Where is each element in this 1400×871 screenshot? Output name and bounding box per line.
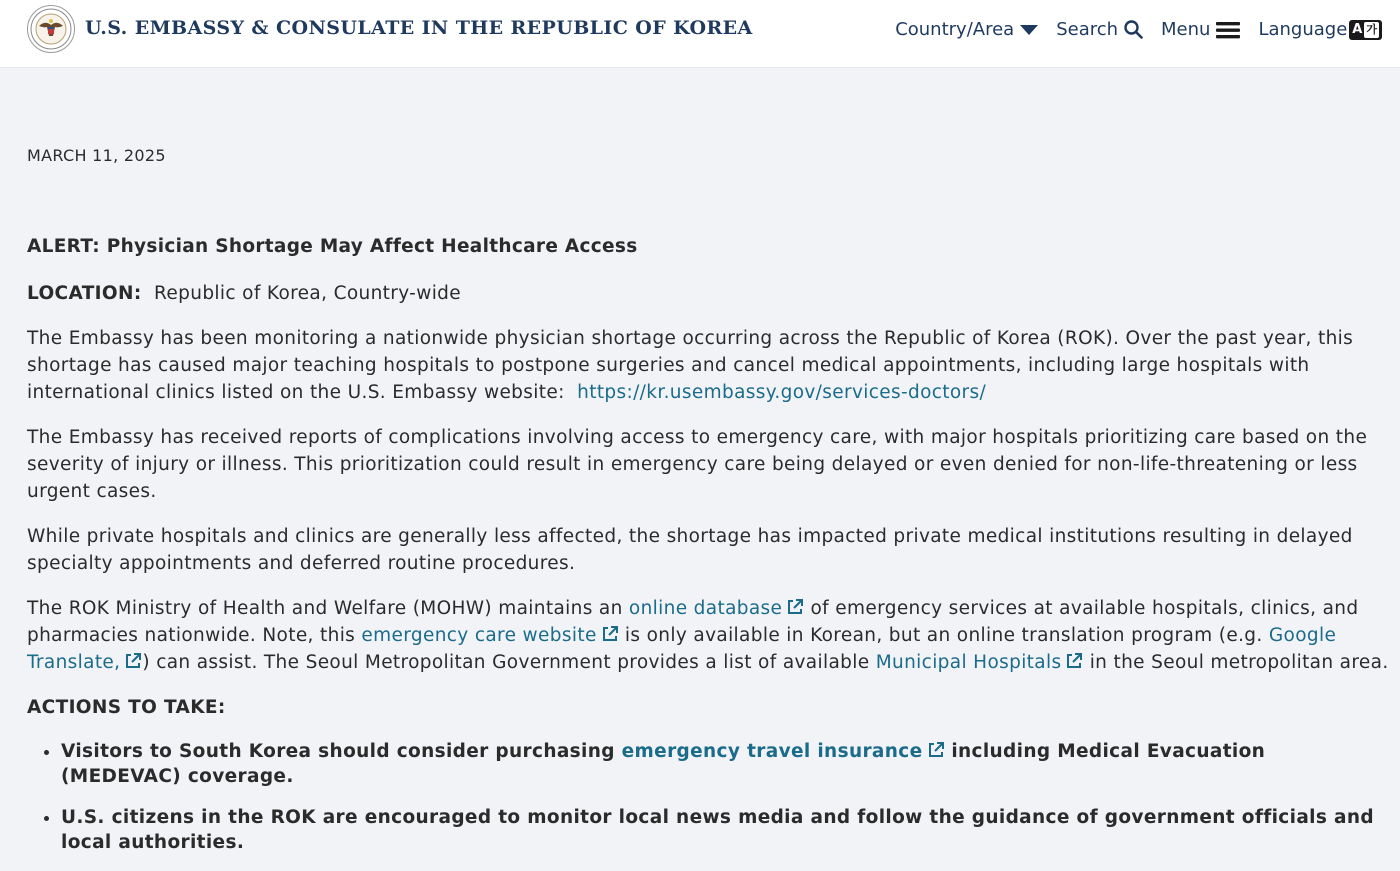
external-link-icon [124, 652, 142, 670]
country-area-label: Country/Area [895, 19, 1015, 40]
google-translate-link-text: Google Translate, [27, 625, 1337, 673]
municipal-hospitals-link[interactable] [876, 652, 1084, 673]
article-title: ALERT: Physician Shortage May Affect Healthcare Access [27, 236, 638, 257]
action-1-text-a: Visitors to South Korea should consider purchasing [61, 741, 615, 762]
caret-down-icon [1020, 24, 1038, 36]
action-item: • U.S. citizens in the ROK are encouraged to monitor local news media and follow the guidance of government officials and local authorities. [61, 805, 1392, 855]
site-header [0, 0, 1400, 68]
external-link-icon [927, 741, 945, 759]
translate-icon-hangul: 가 [1366, 22, 1377, 36]
hamburger-icon [1216, 21, 1240, 39]
emergency-care-website-link-text: emergency care website [361, 625, 597, 646]
services-doctors-link[interactable]: https://kr.usembassy.gov/services-doctors/ [577, 382, 987, 403]
location-label: LOCATION: [27, 283, 142, 304]
language-label: Language [1258, 19, 1348, 40]
online-database-link-text: online database [628, 598, 783, 619]
paragraph-4-text-d: ) can assist. The Seoul Metropolitan Government provides a list of available [142, 652, 870, 673]
country-area-menu[interactable] [895, 19, 1038, 40]
paragraph-4-text-c: is only available in Korean, but an online translation program (e.g. [624, 625, 1263, 646]
action-1-text-b: including Medical Evacuation (MEDEVAC) coverage. [61, 741, 1266, 787]
translate-icon-latin: A [1352, 21, 1363, 37]
menu-button[interactable] [1161, 19, 1240, 40]
online-database-link[interactable] [629, 598, 804, 619]
search-icon [1124, 20, 1143, 39]
action-item [61, 739, 1392, 789]
article-date: MARCH 11, 2025 [27, 146, 166, 165]
embassy-seal-logo[interactable] [27, 5, 75, 53]
external-link-icon [786, 598, 804, 616]
site-title[interactable]: U.S. EMBASSY & CONSULATE IN THE REPUBLIC OF KOREA [85, 17, 753, 39]
article-body [27, 280, 1392, 871]
paragraph-1-text: The Embassy has been monitoring a nationwide physician shortage occurring across the Republic of Korea (ROK). Over the past year, this shortage has caused major teaching hospitals to postpone surgeries and cancel medical appointments, including large hospitals with international clinics listed on the U.S. Embassy website: [27, 328, 1354, 403]
external-link-icon [1065, 652, 1083, 670]
paragraph-3: While private hospitals and clinics are generally less affected, the shortage has impacted private medical institutions resulting in delayed specialty appointments and deferred routine procedures. [27, 526, 1353, 574]
paragraph-4 [27, 595, 1392, 676]
translate-icon [1349, 20, 1382, 40]
menu-label: Menu [1161, 19, 1211, 40]
location-value: Republic of Korea, Country-wide [154, 283, 462, 304]
municipal-hospitals-link-text: Municipal Hospitals [875, 652, 1062, 673]
paragraph-4-text-e: in the Seoul metropolitan area. [1089, 652, 1389, 673]
actions-heading: ACTIONS TO TAKE: [27, 697, 226, 718]
emergency-travel-insurance-link[interactable] [622, 741, 945, 762]
language-button[interactable] [1258, 19, 1382, 40]
external-link-icon [601, 625, 619, 643]
paragraph-2: The Embassy has received reports of complications involving access to emergency care, with major hospitals prioritizing care based on the severity of injury or illness. This prioritization could result in emergency care being delayed or even denied for non-life-threatening or less urgent cases. [27, 427, 1368, 502]
search-label: Search [1056, 19, 1119, 40]
emergency-care-website-link[interactable] [361, 625, 618, 646]
actions-list [27, 739, 1392, 855]
location-line [27, 280, 1392, 307]
paragraph-1 [27, 325, 1392, 406]
paragraph-4-text-b: of emergency services at available hospitals, clinics, and pharmacies nationwide. Note, this [27, 598, 1359, 646]
search-button[interactable] [1056, 19, 1143, 40]
top-nav [877, 19, 1382, 40]
emergency-travel-insurance-link-text: emergency travel insurance [621, 741, 923, 762]
paragraph-4-text-a: The ROK Ministry of Health and Welfare (MOHW) maintains an [27, 598, 623, 619]
